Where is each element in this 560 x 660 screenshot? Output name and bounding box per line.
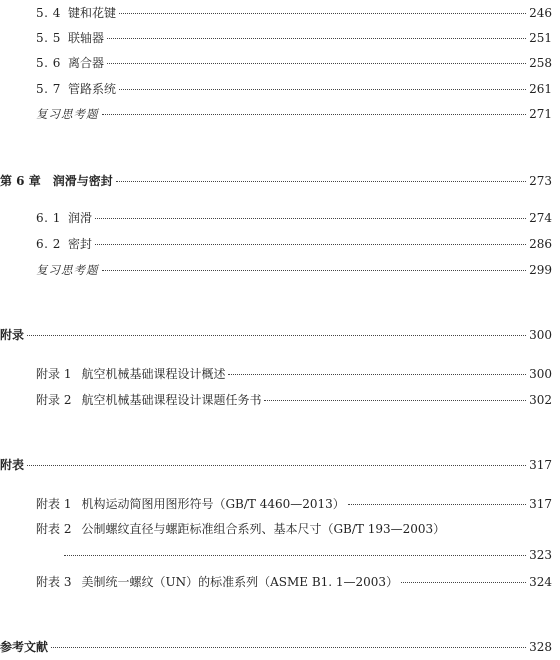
toc-references[interactable] xyxy=(0,636,552,658)
section-title: 润滑 xyxy=(68,211,93,225)
section-number: 5. 6 xyxy=(36,56,61,70)
appendix-item-title: 航空机械基础课程设计课题任务书 xyxy=(81,393,262,407)
toc-entry-5-6[interactable] xyxy=(0,52,552,74)
toc-entry-5-review[interactable] xyxy=(0,103,552,125)
appendix-number: 附录 1 xyxy=(36,367,72,381)
page-number: 302 xyxy=(529,393,552,407)
toc-table-2[interactable] xyxy=(0,518,552,540)
toc-entry-5-5[interactable] xyxy=(0,27,552,49)
dot-leader xyxy=(116,181,526,182)
references-title: 参考文献 xyxy=(0,640,49,654)
section-number: 5. 7 xyxy=(36,82,61,96)
dot-leader xyxy=(228,374,526,375)
toc-table-2-continuation[interactable] xyxy=(64,544,552,566)
dot-leader xyxy=(107,63,526,64)
toc-table-1[interactable] xyxy=(0,493,552,515)
table-item-title: 美制统一螺纹（UN）的标准系列（ASME B1. 1—2003） xyxy=(81,575,399,589)
dot-leader xyxy=(102,270,527,271)
section-title: 管路系统 xyxy=(68,82,117,96)
chapter-number: 第 6 章 xyxy=(0,174,41,188)
page-number: 274 xyxy=(529,211,552,225)
toc-appendix-2[interactable] xyxy=(0,389,552,411)
appendix-number: 附录 2 xyxy=(36,393,72,407)
review-questions-title: 复习思考题 xyxy=(36,263,99,277)
page-number: 299 xyxy=(529,263,552,277)
toc-entry-6-2[interactable] xyxy=(0,233,552,255)
dot-leader xyxy=(51,647,526,648)
page-number: 317 xyxy=(529,497,552,511)
dot-leader xyxy=(119,13,526,14)
table-item-title: 公制螺纹直径与螺距标准组合系列、基本尺寸（GB/T 193—2003） xyxy=(81,522,446,536)
toc-tables[interactable] xyxy=(0,454,552,476)
toc-entry-5-4[interactable] xyxy=(0,2,552,24)
page-number: 273 xyxy=(529,174,552,188)
appendix-title: 附录 xyxy=(0,328,25,342)
page-number: 261 xyxy=(529,82,552,96)
toc-table-3[interactable] xyxy=(0,571,552,593)
dot-leader xyxy=(95,244,526,245)
section-number: 6. 2 xyxy=(36,237,61,251)
table-number: 附表 1 xyxy=(36,497,72,511)
dot-leader xyxy=(401,582,526,583)
dot-leader xyxy=(107,38,526,39)
page-number: 300 xyxy=(529,367,552,381)
dot-leader xyxy=(64,555,526,556)
toc-appendix-1[interactable] xyxy=(0,363,552,385)
page-number: 271 xyxy=(529,107,552,121)
page-number: 328 xyxy=(529,640,552,654)
dot-leader xyxy=(119,89,526,90)
section-title: 联轴器 xyxy=(68,31,105,45)
section-title: 离合器 xyxy=(68,56,105,70)
dot-leader xyxy=(102,114,527,115)
tables-title: 附表 xyxy=(0,458,25,472)
section-title: 密封 xyxy=(68,237,93,251)
page-number: 286 xyxy=(529,237,552,251)
toc-entry-6-review[interactable] xyxy=(0,259,552,281)
section-number: 5. 4 xyxy=(36,6,61,20)
table-number: 附表 2 xyxy=(36,522,72,536)
toc-appendix[interactable] xyxy=(0,324,552,346)
page-number: 258 xyxy=(529,56,552,70)
dot-leader xyxy=(348,504,526,505)
dot-leader xyxy=(264,400,526,401)
section-number: 5. 5 xyxy=(36,31,61,45)
appendix-item-title: 航空机械基础课程设计概述 xyxy=(81,367,226,381)
page-number: 324 xyxy=(529,575,552,589)
page-number: 251 xyxy=(529,31,552,45)
chapter-title: 润滑与密封 xyxy=(52,174,113,188)
table-item-title: 机构运动简图用图形符号（GB/T 4460—2013） xyxy=(81,497,345,511)
table-number: 附表 3 xyxy=(36,575,72,589)
page-number: 246 xyxy=(529,6,552,20)
review-questions-title: 复习思考题 xyxy=(36,107,99,121)
page-number: 323 xyxy=(529,548,552,562)
page-number: 317 xyxy=(529,458,552,472)
dot-leader xyxy=(27,465,526,466)
dot-leader xyxy=(27,335,526,336)
page-number: 300 xyxy=(529,328,552,342)
toc-entry-6-1[interactable] xyxy=(0,207,552,229)
toc-entry-5-7[interactable] xyxy=(0,78,552,100)
dot-leader xyxy=(95,218,526,219)
toc-chapter-6[interactable] xyxy=(0,170,552,192)
section-number: 6. 1 xyxy=(36,211,61,225)
section-title: 键和花键 xyxy=(68,6,117,20)
